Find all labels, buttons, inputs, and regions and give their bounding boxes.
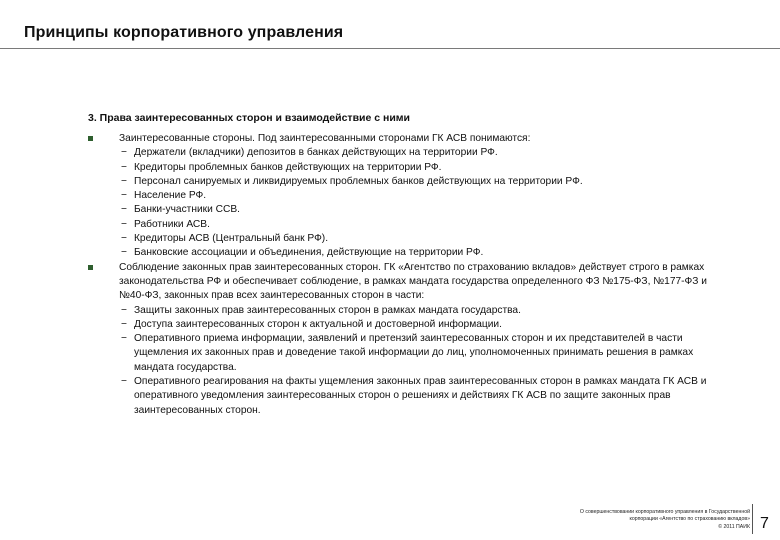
sub-item: − Население РФ.	[119, 189, 728, 203]
bullet-item	[88, 261, 728, 418]
sub-item: − Защиты законных прав заинтересованных сторон в рамках мандата государства.	[119, 304, 728, 318]
sub-item: − Держатели (вкладчики) депозитов в банках действующих на территории РФ.	[119, 146, 728, 160]
bullet-item	[88, 132, 728, 261]
dash-icon: −	[121, 318, 127, 330]
sub-item: − Кредиторы АСВ (Центральный банк РФ).	[119, 232, 728, 246]
sub-item: − Работники АСВ.	[119, 218, 728, 232]
bullet-text: Соблюдение законных прав заинтересованных сторон. ГК «Агентство по страхованию вкладов» действует строго в рамках законодательства РФ и обеспечивает соблюдение, в рамках мандата государства определенного ФЗ №175-ФЗ, №177-ФЗ и №40-ФЗ, законных прав всех заинтересованных сторон в части:	[119, 261, 707, 302]
sub-item: − Доступа заинтересованных сторон к актуальной и достоверной информации.	[119, 318, 728, 332]
footer-note-line: О совершенствовании корпоративного управления в Государственной	[579, 509, 750, 515]
dash-icon: −	[121, 304, 127, 316]
dash-icon: −	[121, 175, 127, 187]
page-number: 7	[760, 515, 769, 532]
page-title: Принципы корпоративного управления	[24, 24, 344, 41]
dash-icon: −	[121, 190, 127, 202]
sub-item: − Оперативного приема информации, заявлений и претензий заинтересованных сторон и их представителей в части ущемления их законных прав и доведение такой информации до лиц, уполномоченных принимать решения в рамках мандата государства.	[121, 333, 694, 373]
dash-icon: −	[121, 376, 127, 388]
sub-item: − Персонал санируемых и ликвидируемых проблемных банков действующих на территории РФ.	[119, 175, 728, 189]
dash-icon: −	[121, 204, 127, 216]
dash-icon: −	[121, 233, 127, 245]
footer-note	[520, 509, 750, 531]
dash-icon: −	[121, 333, 127, 345]
square-bullet-icon	[88, 265, 93, 270]
bullet-text: Заинтересованные стороны. Под заинтересованными сторонами ГК АСВ понимаются:	[119, 133, 531, 144]
dash-icon: −	[121, 218, 127, 230]
sub-item: − Банковские ассоциации и объединения, действующие на территории РФ.	[119, 246, 728, 260]
dash-icon: −	[121, 161, 127, 173]
dash-icon: −	[121, 247, 127, 259]
section-heading: 3. Права заинтересованных сторон и взаимодействие с ними	[88, 112, 411, 124]
footer-copyright: © 2011 ПАИК	[718, 523, 750, 530]
sub-item: − Кредиторы проблемных банков действующих на территории РФ.	[119, 161, 728, 175]
title-divider	[0, 48, 780, 49]
content-body	[88, 132, 728, 418]
sub-item: − Банки-участники ССВ.	[119, 203, 728, 217]
footer-divider	[752, 504, 753, 534]
footer-note-line: корпорации «Агентство по страхованию вкладов»	[629, 516, 750, 523]
sub-item: − Оперативного реагирования на факты ущемления законных прав заинтересованных сторон в рамках мандата ГК АСВ и оперативного уведомления заинтересованных сторон о решениях и действиях ГК АСВ по защите законных прав заинтересованных сторон.	[121, 376, 707, 416]
square-bullet-icon	[88, 136, 93, 141]
dash-icon: −	[121, 147, 127, 159]
